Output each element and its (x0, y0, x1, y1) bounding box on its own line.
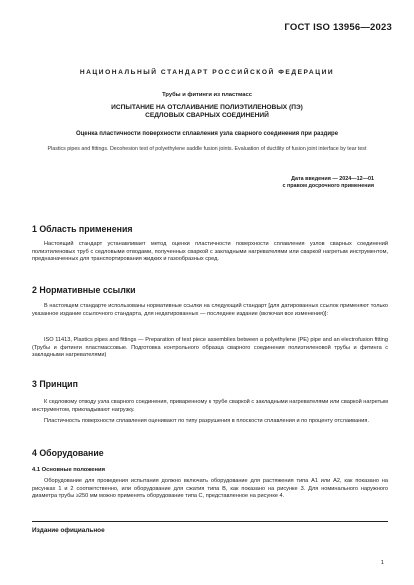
section-3-paragraph-2: Пластичность поверхности сплавления оценивают по типу разрушения в плоскости сплавления и по проценту отслаивания. (44, 418, 369, 424)
page-number: 1 (380, 560, 384, 566)
section-1-heading: 1 Область применения (32, 224, 133, 234)
document-subtitle: Трубы и фитинги из пластмасс (162, 92, 252, 98)
section-2-paragraph-1: В настоящем стандарте использованы нормативные ссылки на следующий стандарт [для датированных ссылок применяют только указанное издание ссылочного стандарта, для недатированных — последнее издание (включая все изменения)]: (32, 303, 388, 317)
section-4-heading: 4 Оборудование (32, 448, 104, 458)
standard-number: ГОСТ ISO 13956—2023 (284, 22, 392, 33)
english-title: Plastics pipes and fittings. Decohesion test of polyethylene saddle fusion joints. Evaluation of ductility of fusion joint interface by tear test (47, 146, 367, 152)
introduction-date-line-2: с правом досрочного применения (282, 183, 374, 190)
section-3-heading: 3 Принцип (32, 379, 78, 389)
section-2-paragraph-2: ISO 11413, Plastics pipes and fittings — Preparation of test piece assemblies between a polyethylene (PE) pipe and an electrofusion fitting (Трубы и фитинги пластмассовые. Подготовка контрольного образца сварного соединения полиэтиленовой трубы и фитинга с закладными нагревателями) (32, 337, 388, 359)
section-2-heading: 2 Нормативные ссылки (32, 285, 136, 295)
section-3-paragraph-1: К седловому отводу узла сварного соединения, приваренному к трубе сваркой с закладными нагревателями или сваркой нагретым инструментом, прикладывают нагрузку. (32, 399, 388, 413)
section-1-paragraph: Настоящий стандарт устанавливает метод оценки пластичности поверхности сплавления узлов сварных соединений полиэтиленовых труб с седловыми отводами, полученных сваркой с закладными нагревателями или сваркой нагретым инструментом, предназначенных для транспортирования жидких и газообразных сред. (32, 241, 388, 263)
main-title-line-2: СЕДЛОВЫХ СВАРНЫХ СОЕДИНЕНИЙ (145, 111, 269, 119)
introduction-date (282, 176, 374, 191)
document-main-title (0, 104, 414, 120)
introduction-date-line-1: Дата введения — 2024—12—01 (291, 176, 374, 182)
main-title-line-1: ИСПЫТАНИЕ НА ОТСЛАИВАНИЕ ПОЛИЭТИЛЕНОВЫХ (ПЭ) (111, 104, 303, 111)
footer-divider (32, 521, 388, 522)
national-standard-banner: НАЦИОНАЛЬНЫЙ СТАНДАРТ РОССИЙСКОЙ ФЕДЕРАЦИИ (79, 69, 335, 76)
section-4-1-heading: 4.1 Основные положения (32, 467, 105, 473)
section-4-1-paragraph: Оборудование для проведения испытания должно включать оборудование для растяжения типа А1 или А2, как показано на рисунках 1 и 2 соответственно, или оборудование для сжатия типа В, как показано на рисунке 3. Для номинального наружного диаметра трубы ≥250 мм можно применять оборудование типа С, представленное на рисунке 4. (32, 478, 388, 500)
official-edition-label: Издание официальное (32, 527, 105, 534)
document-subtitle-2: Оценка пластичности поверхности сплавления узла сварного соединения при раздире (75, 131, 339, 137)
